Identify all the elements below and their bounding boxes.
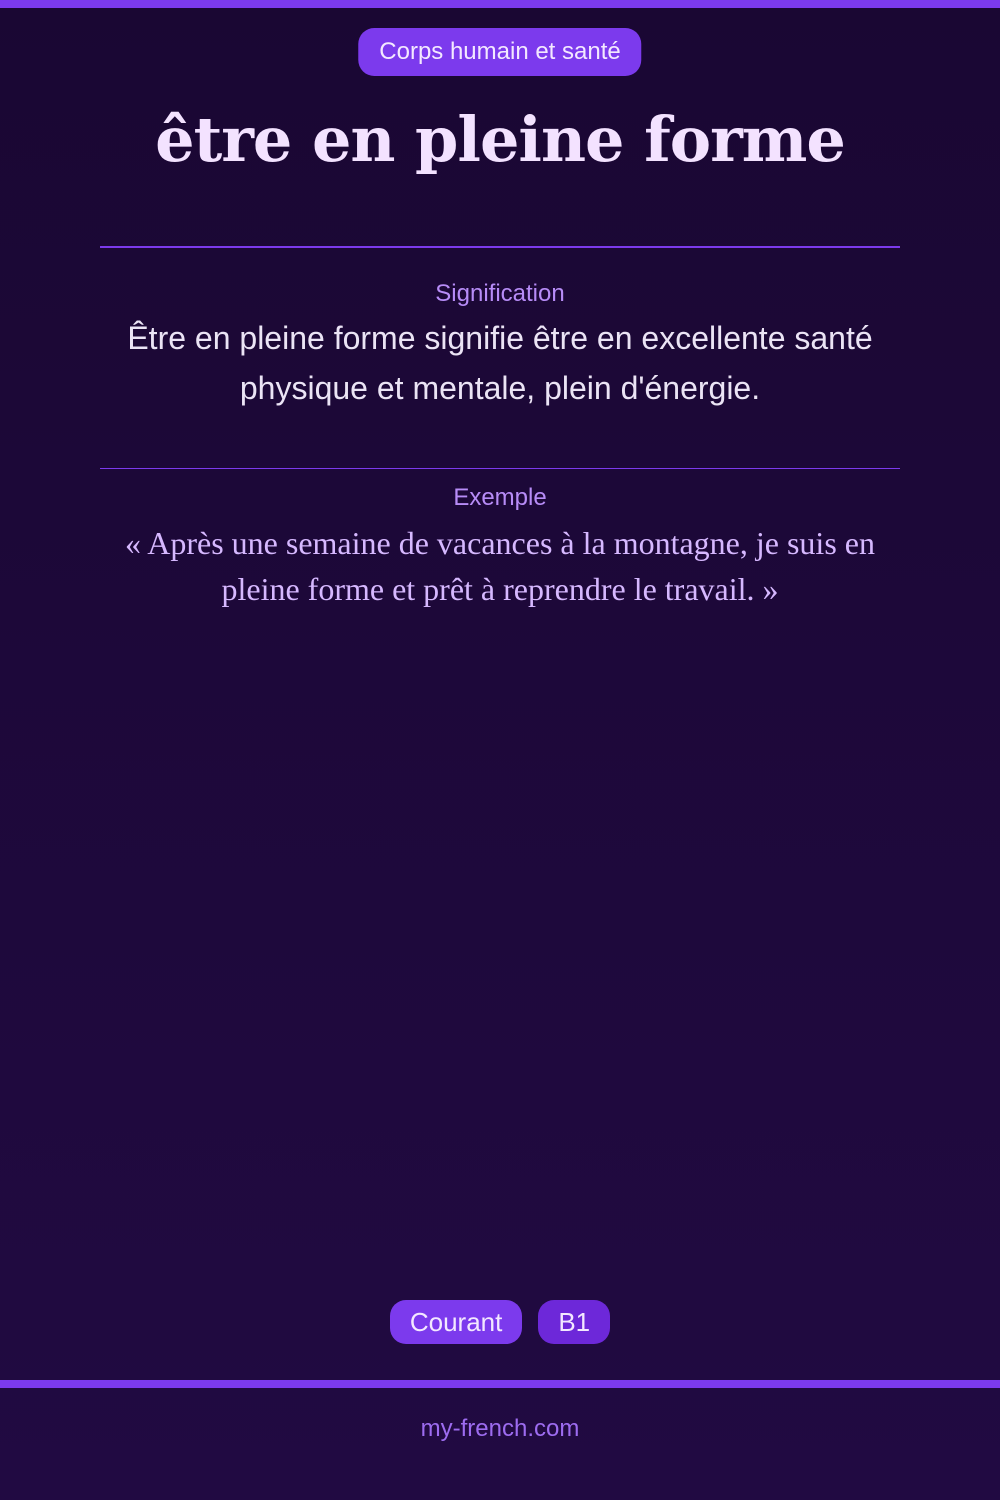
footer-site-link[interactable]: my-french.com xyxy=(420,1415,580,1442)
expression-title: être en pleine forme xyxy=(155,103,845,176)
register-tag: Courant xyxy=(390,1300,523,1344)
top-accent-bar xyxy=(0,0,1000,8)
bottom-accent-bar xyxy=(0,1380,1000,1388)
meaning-label: Signification xyxy=(435,280,565,307)
example-text: « Après une semaine de vacances à la montagne, je suis en pleine forme et prêt à reprendre le travail. » xyxy=(125,525,875,607)
tag-group xyxy=(0,1300,1000,1344)
meaning-text: Être en pleine forme signifie être en excellente santé physique et mentale, plein d'énergie. xyxy=(127,320,873,406)
category-badge: Corps humain et santé xyxy=(358,28,641,76)
divider xyxy=(100,468,900,469)
example-label: Exemple xyxy=(453,484,547,511)
level-tag: B1 xyxy=(538,1300,610,1344)
divider xyxy=(100,246,900,248)
